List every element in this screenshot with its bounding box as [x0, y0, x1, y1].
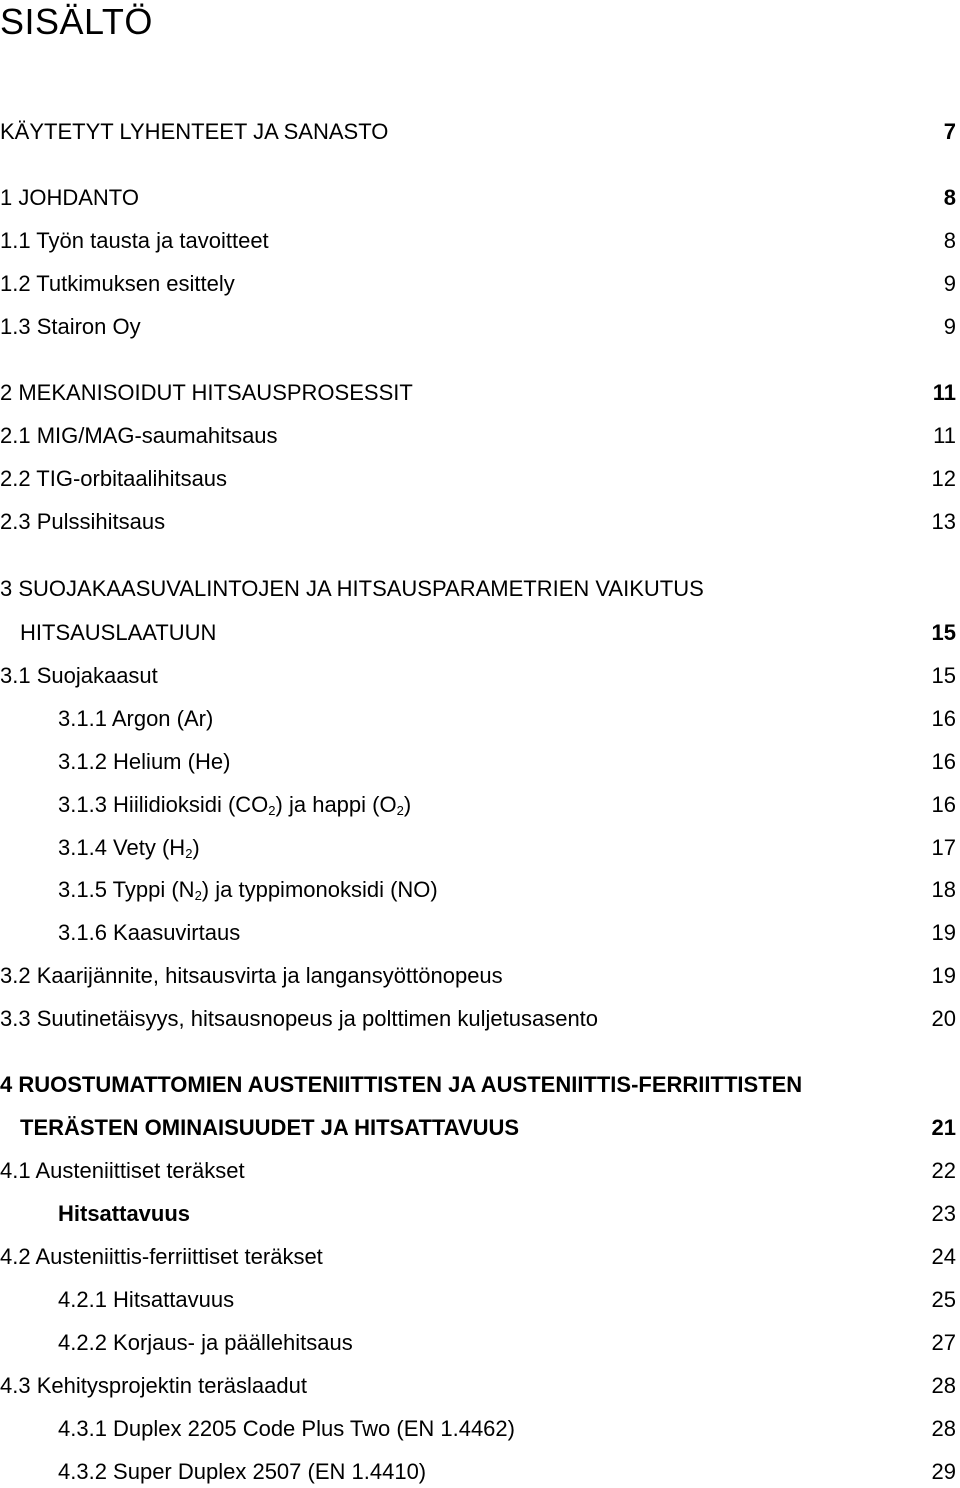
toc-entry-label: 3.1.3 Hiilidioksidi $(CO_2)$ ja happi $(O_2)$	[58, 792, 412, 818]
toc-entry-page: 27	[931, 1330, 956, 1355]
toc-entry-label: Hitsattavuus	[58, 1201, 191, 1226]
toc-entry-page: 21	[931, 1115, 956, 1140]
toc-entry-page: 28	[931, 1416, 956, 1441]
toc-entry-label: 1.3 Stairon Oy	[0, 314, 141, 339]
toc-entry-4-1[interactable]	[0, 1156, 960, 1186]
toc-entry-2-1[interactable]	[0, 421, 960, 451]
toc-entry-label: KÄYTETYT LYHENTEET JA SANASTO	[0, 119, 389, 144]
toc-entry-label: 3.1 Suojakaasut	[0, 663, 158, 688]
toc-entry-label: 2.1 MIG/MAG-saumahitsaus	[0, 423, 278, 448]
toc-entry-label: 3.3 Suutinetäisyys, hitsausnopeus ja polttimen kuljetusasento	[0, 1006, 599, 1031]
toc-entry-1-2[interactable]	[0, 269, 960, 299]
toc-entry-page: 8	[943, 228, 956, 253]
toc-entry-page: 19	[931, 920, 956, 945]
toc-entry-3-3[interactable]	[0, 1004, 960, 1034]
toc-entry-page: 15	[931, 620, 956, 645]
toc-entry-label: 1.2 Tutkimuksen esittely	[0, 271, 235, 296]
toc-entry-label: 4.3.1 Duplex 2205 Code Plus Two (EN 1.4462)	[58, 1416, 515, 1441]
toc-entry-label: 4 RUOSTUMATTOMIEN AUSTENIITTISTEN JA AUSTENIITTIS-FERRIITTISTEN	[0, 1072, 803, 1097]
toc-entry-page: 16	[931, 792, 956, 817]
toc-entry-page: 24	[931, 1244, 956, 1269]
toc-entry-4-1-hitsattavuus[interactable]	[0, 1199, 960, 1229]
toc-entry-label: 1 JOHDANTO	[0, 185, 139, 210]
toc-entry-page: 15	[931, 663, 956, 688]
toc-entry-3-1-2[interactable]	[0, 747, 960, 777]
toc-entry-4-2-2[interactable]	[0, 1328, 960, 1358]
toc-entry-page: 25	[931, 1287, 956, 1312]
toc-entry-page: 16	[931, 706, 956, 731]
toc-entry-page: 7	[943, 119, 956, 144]
toc-entry-page: 12	[931, 466, 956, 491]
toc-entry-page: 8	[943, 185, 956, 210]
toc-entry-page: 19	[931, 963, 956, 988]
toc-entry-label: 1.1 Työn tausta ja tavoitteet	[0, 228, 269, 253]
toc-entry-label: 4.2.2 Korjaus- ja päällehitsaus	[58, 1330, 353, 1355]
toc-entry-label: 3 SUOJAKAASUVALINTOJEN JA HITSAUSPARAMETRIEN VAIKUTUS	[0, 576, 704, 601]
toc-entry-chapter-3-cont[interactable]	[0, 618, 960, 648]
toc-entry-chapter-4[interactable]	[0, 1070, 960, 1100]
toc-entry-page: 11	[932, 380, 956, 405]
toc-entry-1-3[interactable]	[0, 312, 960, 342]
toc-entry-page: 9	[943, 271, 956, 296]
toc-entry-page: 18	[931, 877, 956, 902]
toc-entry-3-1-5[interactable]	[0, 875, 960, 905]
toc-entry-label: 3.1.6 Kaasuvirtaus	[58, 920, 241, 945]
toc-entry-label: 4.1 Austeniittiset teräkset	[0, 1158, 245, 1183]
toc-entry-4-3-1[interactable]	[0, 1414, 960, 1444]
toc-entry-chapter-1[interactable]	[0, 183, 960, 213]
toc-entry-label: 3.1.1 Argon (Ar)	[58, 706, 214, 731]
toc-entry-label: 3.1.4 Vety $(H_2)$	[58, 835, 200, 861]
toc-entry-4-2-1[interactable]	[0, 1285, 960, 1315]
toc-entry-chapter-4-cont[interactable]	[0, 1113, 960, 1143]
toc-entry-3-1-1[interactable]	[0, 704, 960, 734]
toc-entry-page: 22	[931, 1158, 956, 1183]
toc-entry-page: 16	[931, 749, 956, 774]
toc-entry-chapter-3[interactable]	[0, 574, 960, 604]
toc-entry-label: 4.3 Kehitysprojektin teräslaadut	[0, 1373, 307, 1398]
toc-entry-page: 17	[931, 835, 956, 860]
toc-entry-label: 2.2 TIG-orbitaalihitsaus	[0, 466, 228, 491]
toc-entry-abbreviations[interactable]	[0, 117, 960, 147]
toc-entry-3-1-3[interactable]	[0, 790, 960, 820]
toc-entry-3-1-6[interactable]	[0, 918, 960, 948]
toc-entry-page: 23	[931, 1201, 956, 1226]
toc-entry-page: 28	[931, 1373, 956, 1398]
toc-entry-3-2[interactable]	[0, 961, 960, 991]
toc-entry-3-1[interactable]	[0, 661, 960, 691]
toc-entry-label: HITSAUSLAATUUN	[20, 620, 217, 645]
toc-entry-2-2[interactable]	[0, 464, 960, 494]
toc-entry-label: 3.1.2 Helium (He)	[58, 749, 231, 774]
toc-entry-page: 9	[943, 314, 956, 339]
toc-entry-label: 4.2 Austeniittis-ferriittiset teräkset	[0, 1244, 323, 1269]
toc-entry-page: 13	[931, 509, 956, 534]
toc-entry-label: TERÄSTEN OMINAISUUDET JA HITSATTAVUUS	[20, 1115, 520, 1140]
toc-entry-4-2[interactable]	[0, 1242, 960, 1272]
page-title: SISÄLTÖ	[0, 1, 153, 42]
toc-entry-label: 2.3 Pulssihitsaus	[0, 509, 166, 534]
toc-entry-page: 20	[931, 1006, 956, 1031]
toc-entry-chapter-2[interactable]	[0, 378, 960, 408]
toc-entry-4-3-2[interactable]	[0, 1457, 960, 1487]
toc-entry-4-3[interactable]	[0, 1371, 960, 1401]
toc-entry-label: 2 MEKANISOIDUT HITSAUSPROSESSIT	[0, 380, 413, 405]
toc-entry-label: 4.2.1 Hitsattavuus	[58, 1287, 235, 1312]
toc-entry-3-1-4[interactable]	[0, 833, 960, 863]
toc-entry-2-3[interactable]	[0, 507, 960, 537]
toc-entry-label: 3.1.5 Typpi $(N_2)$ ja typpimonoksidi (NO)	[58, 877, 438, 903]
toc-entry-1-1[interactable]	[0, 226, 960, 256]
toc-entry-label: 3.2 Kaarijännite, hitsausvirta ja langansyöttönopeus	[0, 963, 503, 988]
toc-entry-label: 4.3.2 Super Duplex 2507 (EN 1.4410)	[58, 1459, 427, 1484]
toc-entry-page: 29	[931, 1459, 956, 1484]
toc-entry-page: 11	[933, 423, 956, 448]
